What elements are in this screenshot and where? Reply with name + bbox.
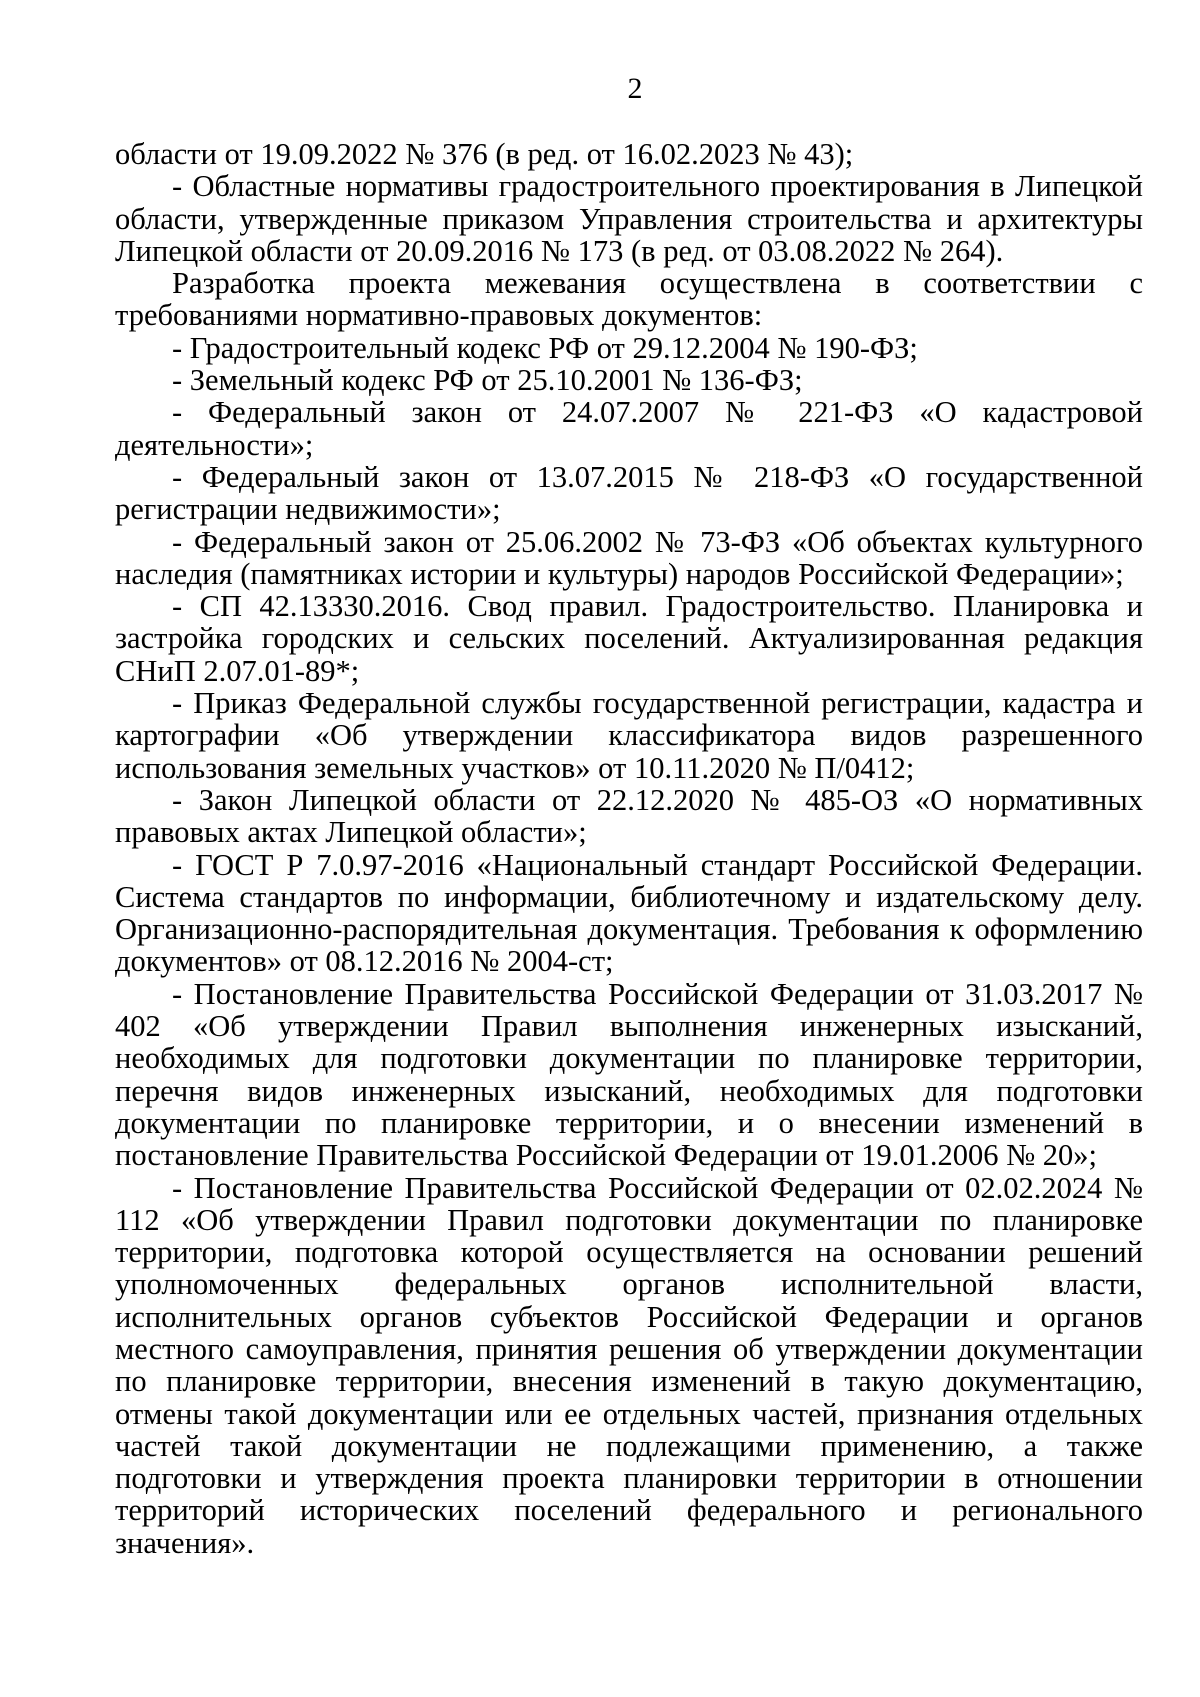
list-item-registration-law: - Федеральный закон от 13.07.2015 № 218-ФЗ «О государственной регистрации недвижимости»; — [115, 459, 1143, 527]
list-item-urban-planning-code: - Градостроительный кодекс РФ от 29.12.2004 № 190-ФЗ; — [172, 330, 918, 365]
list-item-resolution-112: - Постановление Правительства Российской Федерации от 02.02.2024 № 112 «Об утверждении Правил подготовки документации по планировке территории, подготовка которой осуществляется на основании решений уполномоченных федеральных органов исполнительной власти, исполнительных органов субъектов Российской Федерации и органов местного самоуправления, принятия решения об утверждении документации по планировке территории, внесения изменений в такую документацию, отмены такой документации или ее отдельных частей, признания отдельных частей такой документации не подлежащими применению, а также подготовки и утверждения проекта планировки территории в отношении территорий исторических поселений федерального и регионального значения». — [115, 1170, 1143, 1560]
paragraph-intro: Разработка проекта межевания осуществлена в соответствии с требованиями нормативно-правовых документов: — [115, 266, 1143, 333]
list-item-gost: - ГОСТ Р 7.0.97-2016 «Национальный стандарт Российской Федерации. Система стандартов по информации, библиотечному и издательскому делу. Организационно-распорядительная документация. Требования к оформлению документов» от 08.12.2016 № 2004-ст; — [115, 847, 1143, 979]
list-item-cadastral-law: - Федеральный закон от 24.07.2007 № 221-ФЗ «О кадастровой деятельности»; — [115, 395, 1143, 462]
paragraph-continuation: области от 19.09.2022 № 376 (в ред. от 16.02.2023 № 43); — [115, 137, 854, 171]
document-body — [115, 138, 1143, 1559]
list-item-cultural-heritage-law: - Федеральный закон от 25.06.2002 № 73-ФЗ «Об объектах культурного наследия (памятниках истории и культуры) народов Российской Федерации»; — [115, 524, 1143, 591]
list-item-rosreestr-order: - Приказ Федеральной службы государственной регистрации, кадастра и картографии «Об утверждении классификатора видов разрешенного использования земельных участков» от 10.11.2020 № П/0412; — [115, 686, 1143, 785]
list-item-resolution-402: - Постановление Правительства Российской Федерации от 31.03.2017 № 402 «Об утверждении Правил выполнения инженерных изысканий, необходимых для подготовки документации по планировке территории, перечня видов инженерных изысканий, необходимых для подготовки документации по планировке территории, и о внесении изменений в постановление Правительства Российской Федерации от 19.01.2006 № 20»; — [115, 976, 1143, 1173]
page-number: 2 — [627, 72, 643, 105]
list-item-lipetsk-law: - Закон Липецкой области от 22.12.2020 № 485-ОЗ «О нормативных правовых актах Липецкой области»; — [115, 782, 1143, 850]
list-item-land-code: - Земельный кодекс РФ от 25.10.2001 № 136-ФЗ; — [172, 363, 803, 398]
list-item-regional-standards: - Областные нормативы градостроительного проектирования в Липецкой области, утвержденные приказом Управления строительства и архитектуры Липецкой области от 20.09.2016 № 173 (в ред. от 03.08.2022 № 264). — [115, 169, 1143, 268]
list-item-building-code: - СП 42.13330.2016. Свод правил. Градостроительство. Планировка и застройка городских и сельских поселений. Актуализированная редакция СНиП 2.07.01-89*; — [115, 589, 1143, 688]
